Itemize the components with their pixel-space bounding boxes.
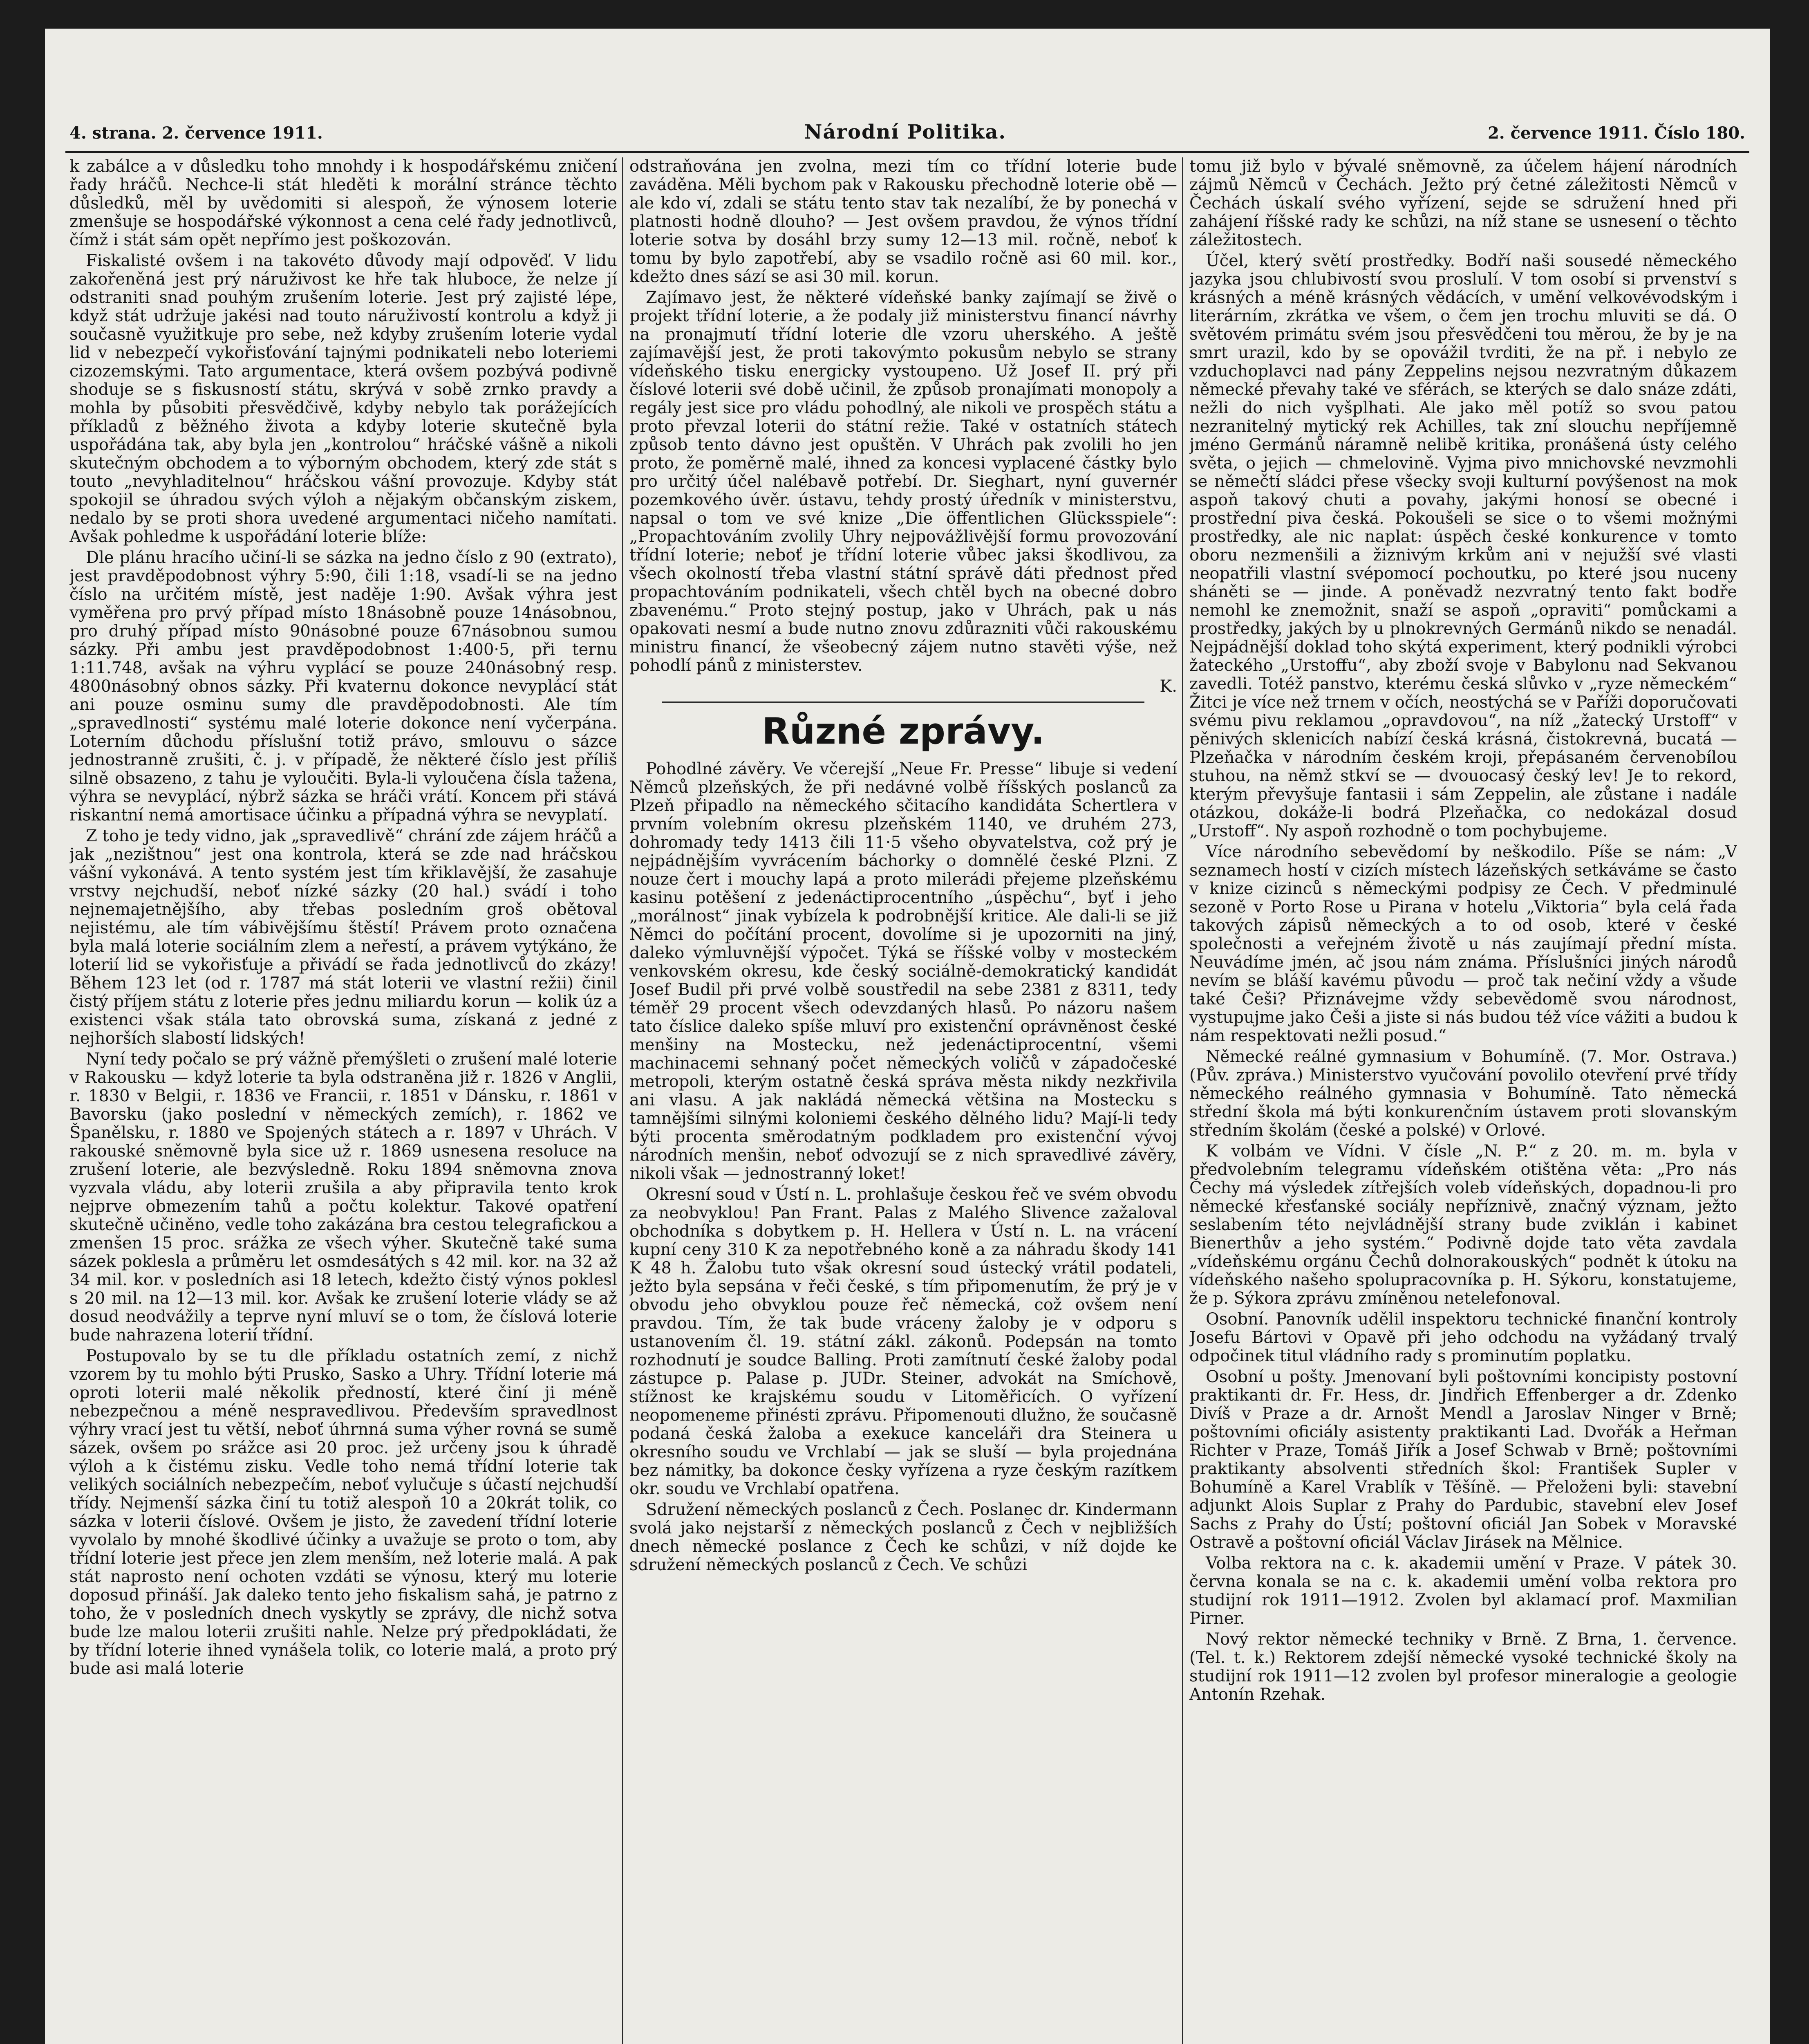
paragraph: Zajímavo jest, že některé vídeňské banky zajímají se živě o projekt třídní loterie, a že podaly již ministerstvu financí návrhy na pronajmutí třídní loterie dle vzoru uherského. A ještě zajímavější jest, že proti takovýmto pokusům nebylo se strany vídeňského tisku energicky vystoupeno. Už Josef II. prý při číslové loterii své době učinil, že způsob pronajímati monopoly a regály jest sice pro vládu pohodlný, ale nikoli ve prospěch státu a proto převzal loterii do státní režie. Také v ostatních státech způsob tento dávno jest opuštěn. V Uhrách pak zvolili ho jen proto, že poměrně malé, ihned za koncesi vyplacené částky bylo pro určitý účel nalébavě potřebí. Dr. Sieghart, nyní guvernér pozemkového úvěr. ústavu, tehdy prostý úředník v ministerstvu, napsal o tom ve své knize „Die öffentlichen Glücksspiele“: „Propachtováním zvolily Uhry nejpovážlivější formu provozování třídní loterie; neboť je třídní loterie vůbec jaksi škodlivou, za všech okolností třeba vlastní státní správě dáti přednost před propachtováním podnikateli, všech chtěl bych na obecné dobro zbavenému.“ Proto stejný postup, jako v Uhrách, pak u nás opakovati nesmí a bude nutno znovu zdůrazniti vůči rakouskému ministru financí, že všeobecný zájem nutno stavěti výše, než pohodlí pánů z ministerstev.	[629, 288, 1177, 675]
news-item: Sdružení německých poslanců z Čech. Poslanec dr. Kindermann svolá jako nejstarší z německých poslanců z Čech v nejbližších dnech německé poslance z Čech ke schůzi, v níž dojde ke sdružení německých poslanců z Čech. Ve schůzi	[629, 1500, 1177, 1574]
news-item: Více národního sebevědomí by neškodilo. Píše se nám: „V seznamech hostí v cizích místech lázeňských setkáváme se často v knize cizinců s německými podpisy ze Čech. V předminulé sezoně v Porto Rose u Pirana v hotelu „Viktoria“ byla celá řada takových zápisů německých a to od osob, které v české společnosti a veřejném životě u nás zaujímají přední místa. Neuvádíme jmén, ač jsou nám známa. Příslušníci jiných národů nevím se bláší kavému původu — proč tak nečiní vždy a všude také Češi? Přiznávejme vždy sebevědomě svou národnost, vystupujme jako Češi a jiste si nás budou též více vážiti a budou k nám respektovati nežli posud.“	[1189, 843, 1737, 1045]
header-rule	[65, 151, 1749, 153]
news-item: Osobní u pošty. Jmenovaní byli poštovními koncipisty postovní praktikanti dr. Fr. Hess, dr. Jindřich Effenberger a dr. Zdenko Divíš v Praze a dr. Arnošt Mendl a Jaroslav Ninger v Brně; poštovními oficiály asistenty praktikanti Lad. Dvořák a Heřman Richter v Praze, Tomáš Jiřík a Josef Schwab v Brně; poštovními praktikanty absolventi středních škol: František Supler v Bohumíně a Karel Vrablík v Těšíně. — Přeloženi byli: stavební adjunkt Alois Suplar z Prahy do Pardubic, stavební elev Josef Sachs z Prahy do Ústí; poštovní oficiál Jan Sobek v Moravské Ostravě a poštovní oficiál Václav Jirásek na Mělnice.	[1189, 1367, 1737, 1552]
issue-date-number: 2. července 1911. Číslo 180.	[1487, 123, 1745, 143]
paragraph: Postupovalo by se tu dle příkladu ostatních zemí, z nichž vzorem by tu mohlo býti Prusko, Sasko a Uhry. Třídní loterie má oproti loterii malé několik předností, které činí ji méně nebezpečnou a méně nespravedlivou. Především spravedlnost výhry vrací jest tu větší, neboť úhrnná suma výher rovná se sumě sázek, ovšem po srážce asi 20 proc. jež určeny jsou k úhradě výloh a k čistému zisku. Vedle toho nemá třídní loterie tak velikých sociálních nebezpečím, neboť vylučuje s účastí nejchudší třídy. Nejmenší sázka činí tu totiž alespoň 10 a 20krát tolik, co sázka v loterii číslové. Ovšem je jisto, že zavedení třídní loterie vyvolalo by mnohé škodlivé účinky a uvažuje se proto o tom, aby třídní loterie jest přece jen zlem menším, než loterie malá. A pak stát naprosto není ochoten vzdáti se výnosu, který mu loterie doposud přináší. Jak daleko tento jeho fiskalism sahá, je patrno z toho, že v posledních dnech vyskytly se zprávy, dle nichž sotva bude lze malou loterii zrušiti nahle. Nelze prý předpokládati, že by třídní loterie ihned vynášela tolik, co loterie malá, a proto prý bude asi malá loterie	[69, 1347, 617, 1678]
masthead	[69, 121, 1745, 145]
paragraph: odstraňována jen zvolna, mezi tím co třídní loterie bude zaváděna. Měli bychom pak v Rakousku přechodně loterie obě — ale kdo ví, zdali se státu tento stav tak nezalíbí, že by ponechá v platnosti hodně dlouho? — Jest ovšem pravdou, že výnos třídní loterie sotva by dosáhl brzy sumy 12—13 mil. ročně, neboť k tomu by bylo zapotřebí, aby se vsadilo ročně asi 60 mil. kor., kdežto dnes sází se asi 30 mil. korun.	[629, 157, 1177, 286]
column-3	[1189, 157, 1737, 2044]
column-rule	[622, 157, 623, 2044]
news-item: Účel, který světí prostředky. Bodří naši sousedé německého jazyka jsou chlubivostí svou proslulí. V tom osobí si prvenství s krásných a méně krásných vědácích, v umění velkovévodským i literárním, zkrátka ve všem, o čem jen trochu mluviti se dá. O světovém primátu svém jsou přesvědčeni tou měrou, že by je na smrt urazil, kdo by se opovážil tvrditi, že na př. i nebylo ze vzduchoplavci nad pány Zeppelins nejsou nezvratným důkazem německé převahy také ve sférách, se kterých se dalo snáze zdáti, nežli do nich vyšplhati. Ale jako měl potíž so svou patou nezranitelný mytický rek Achilles, tak zní slouchu nepříjemně jméno Germánů náramně nelibě kritika, pronášená ústy celého světa, o jejich — chmelovině. Vyjma pivo mnichovské nevzmohli se němečtí sládci přese všecky svoji kulturní povýšenost na mok aspoň takový chuti a povahy, jakými honosí se obecné i prostřední piva česká. Pokoušeli se sice o to všemi možnými prostředky, ale nic naplat: úspěch české konkurence v tomto oboru nezmenšili a žiznivým krkům ani v nejužší své vlasti neopatřili vlastní svépomocí pochoutku, po které jsou nuceny sháněti se — jinde. A poněvadž nezvratný tento fakt bodře nemohl ke znemožnit, snaží se aspoň „opraviti“ pomůckami a prostředky, jakých by u plnokrevných Germánů nikdo se nenadál. Nejpádnější doklad toho skýtá experiment, který podnikli výrobci žateckého „Urstoffu“, aby zboží svoje v Babylonu nad Sekvanou zavedli. Totéž panstvo, kterému česká slůvko v „ryze německém“ Žitci je více než trnem v očích, neostýchá se v Paříži doporučovati svému pivu reklamou „opravdovou“, na níž „žatecký Urstoff“ v pěnivých sklenicích nabízí česká krásná, čistokrevná, bucatá — Plzeňačka v národním českém kroji, přepásaném červenobílou stuhou, na němž stkví se — dvouocasý český lev! Je to rekord, kterým převyšuje fantasii i sám Zeppelin, ale zůstane i nadále otázkou, dokáže-li bodrá Plzeňačka, co nedokázal dosud „Urstoff“. Ny aspoň rozhodně o tom pochybujeme.	[1189, 251, 1737, 840]
column-rule	[1182, 157, 1183, 2044]
newspaper-page	[45, 29, 1770, 2044]
paragraph: Dle plánu hracího učiní-li se sázka na jedno číslo z 90 (extrato), jest pravděpodobnost výhry 5:90, čili 1:18, vsadí-li se na jedno číslo na určitém místě, jest naděje 1:90. Avšak výhra jest vyměřena pro prvý případ místo 18násobně pouze 14násobnou, pro druhý případ místo 90násobné pouze 67násobnou sumou sázky. Při ambu jest pravděpodobnost 1:400·5, při ternu 1:11.748, avšak na výhru vyplácí se pouze 240násobný resp. 4800násobný obnos sázky. Při kvaternu dokonce nevyplácí stát ani pouze osminu sumy dle pravděpodobnosti. Ale tím „spravedlnosti“ systému malé loterie dokonce není vyčerpána. Loterním důchodu příslušní totiž právo, smlouvu o sázce jednostranně zrušiti, č. j. v případě, že některé číslo jest příliš silně obsazeno, z tahu je vyloučiti. Byla-li vyloučena čísla tažena, výhra se nevyplácí, nýbrž sázka se hráči vrátí. Koncem při stává riskantní nemá amortisace účinku a případná výhra se nevyplatí.	[69, 548, 617, 825]
page-number-date: 4. strana. 2. července 1911.	[69, 123, 323, 143]
news-item: Německé reálné gymnasium v Bohumíně. (7. Mor. Ostrava.) (Pův. zpráva.) Ministerstvo vyučování povolilo otevření prvé třídy německého reálného gymnasia v Bohumíně. Tato německá střední škola má býti konkurenčním ústavem proti slovanským středním školám (české a polské) v Orlové.	[1189, 1047, 1737, 1140]
news-item: Pohodlné závěry. Ve včerejší „Neue Fr. Presse“ libuje si vedení Němců plzeňských, že při nedávné volbě říšských poslanců za Plzeň připadlo na německého sčitacího kandidáta Schertlera v prvním volebním okresu plzeňském 1140, ve druhém 273, dohromady tedy 1413 čili 11·5 všeho obyvatelstva, což prý je nejpádnějším vyvrácením báchorky o domnělé české Plzni. Z nouze čert i mouchy lapá a proto milerádi přejeme plzeňskému kasinu potěšení z jedenáctiprocentního „úspěchu“, byť i jeho „morálnost“ jinak vybízela k podrobnější kritice. Ale dali-li se již Němci do počítání procent, dovolíme si je upozorniti na jiný, daleko výmluvnější výpočet. Týká se říšské volby v mosteckém venkovském okresu, kde český sociálně-demokratický kandidát Josef Budil při prvé volbě soustředil na sebe 2381 z 8311, tedy téměř 29 procent všech odevzdaných hlasů. Po názoru našem tato číslice daleko spíše mluví pro existenční oprávněnost české menšiny na Mostecku, než jedenáctiprocentní, všemi machinacemi sehnaný počet německých voličů v západočeské metropoli, kterým ostatně česká správa města nikdy nezkřivila ani vlasu. A jak nakládá německá většina na Mostecku s tamnějšími silnými koloniemi českého dělného lidu? Mají-li tedy býti procenta směrodatným podkladem pro existenční vývoj národních menšin, neboť odvozují se z nich spravedlivé závěry, nikoli však — jednostranný loket!	[629, 760, 1177, 1183]
section-heading: Různé zprávy.	[762, 710, 1045, 752]
newspaper-title: Národní Politika.	[804, 121, 1007, 143]
news-item: Volba rektora na c. k. akademii umění v Praze. V pátek 30. června konala se na c. k. akademii umění volba rektora pro studijní rok 1911—1912. Zvolen byl aklamací prof. Maxmilian Pirner.	[1189, 1554, 1737, 1628]
section-divider	[662, 702, 1144, 703]
news-item: Osobní. Panovník udělil inspektoru technické finanční kontroly Josefu Bártovi v Opavě při jeho odchodu na vyžádaný trvalý odpočinek titul vládního rady s prominutím poplatku.	[1189, 1310, 1737, 1365]
author-signature: K.	[1160, 677, 1177, 696]
paragraph: Nyní tedy počalo se prý vážně přemýšleti o zrušení malé loterie v Rakousku — když loterie ta byla odstraněna již r. 1826 v Anglii, r. 1830 v Belgii, r. 1836 ve Francii, r. 1851 v Dánsku, r. 1861 v Bavorsku (jako poslední v německých zemích), r. 1862 ve Španělsku, r. 1880 ve Spojených státech a r. 1897 v Uhrách. V rakouské sněmovně byla sice už r. 1869 usnesena resoluce na zrušení loterie, ale bezvýsledně. Roku 1894 sněmovna znova vyzvala vládu, aby loterii zrušila a aby připravila tento krok nejprve obmezením tahů a počtu kolektur. Takové opatření skutečně učiněno, vedle toho zakázána bra cestou telegrafickou a zmenšen 15 proc. srážka ze všech výher. Skutečně také suma sázek poklesla a průměru let osmdesátých s 42 mil. kor. na 32 až 34 mil. kor. v posledních asi 18 letech, kdežto čistý výnos poklesl s 20 mil. na 12—13 mil. kor. Avšak ke zrušení loterie vlády se až dosud neodvážily a teprve nyní mluví se o tom, že číslová loterie bude nahrazena loterií třídní.	[69, 1050, 617, 1345]
news-item: Nový rektor německé techniky v Brně. Z Brna, 1. července. (Tel. t. k.) Rektorem zdejší německé vysoké technické školy na studijní rok 1911—12 zvolen byl profesor mineralogie a geologie Antonín Rzehak.	[1189, 1630, 1737, 1704]
column-2	[629, 157, 1177, 2044]
news-item: K volbám ve Vídni. V čísle „N. P.“ z 20. m. m. byla v předvolebním telegramu vídeňském otištěna věta: „Pro nás Čechy má výsledek zítřejších voleb vídeňských, dopadnou-li pro německé křesťanské sociály nepříznivě, značný význam, ježto seslabením této nejvládnější strany bude zviklán i kabinet Bienerthův a jeho systém.“ Podivně dojde tato věta zavdala „vídeňskému orgánu Čechů dolnorakouských“ podnět k útoku na vídeňského našeho spolupracovníka p. H. Sýkoru, konstatujeme, že p. Sýkora zprávu zmíněnou netelefonoval.	[1189, 1142, 1737, 1308]
news-item: tomu již bylo v bývalé sněmovně, za účelem hájení národních zájmů Němců v Čechách. Ježto prý četné záležitosti Němců v Čechách úskalí svého vyřízení, sejde se sdružení hned při zahájení říšské rady ke schůzi, na níž stane se usnesení o těchto záležitostech.	[1189, 157, 1737, 249]
news-item: Okresní soud v Ústí n. L. prohlašuje českou řeč ve svém obvodu za neobvyklou! Pan Frant. Palas z Malého Slivence zažaloval obchodníka s dobytkem p. H. Hellera v Ústí n. L. na vrácení kupní ceny 310 K za nepotřebného koně a za náhradu škody 141 K 48 h. Žalobu tuto však okresní soud ústecký vrátil podateli, ježto byla sepsána v řeči české, s tím připomenutím, že prý je v obvodu jeho obvyklou pouze řeč německá, což ovšem není pravdou. Tím, že tak bude vráceny žaloby je v odporu s ustanovením čl. 19. státní zákl. zákonů. Podepsán na tomto rozhodnutí je soudce Balling. Proti zamítnutí české žaloby podal zástupce p. Palase p. JUDr. Steiner, advokát na Smíchově, stížnost ke krajskému soudu v Litoměřicích. O vyřízení neopomeneme přinésti zprávu. Připomenouti dlužno, že současně podaná česká žaloba a exekuce kanceláři dra Steinera u okresního soudu ve Vrchlabí — jak se sluší — byla projednána bez námitky, ba dokonce česky vyřízena a ryze českým razítkem okr. soudu ve Vrchlabí opatřena.	[629, 1185, 1177, 1498]
column-1	[69, 157, 617, 2044]
paragraph: Z toho je tedy vidno, jak „spravedlivě“ chrání zde zájem hráčů a jak „nezištnou“ jest ona kontrola, která se zde nad hráčskou vášní vykonává. A tento systém jest tím křiklavější, že zasahuje vrstvy nejchudší, neboť nízké sázky (20 hal.) svádí i toho nejnemajetnějšího, aby třebas posledním groš obětoval nejistému, ale tím vábivějšímu štěstí! Právem proto označena byla malá loterie sociálním zlem a neřestí, a právem vytýkáno, že loterií lid se vykořisťuje a přivádí se řada jednotlivců do zkázy! Během 123 let (od r. 1787 má stát loterii ve vlastní režii) činil čistý příjem státu z loterie přes jednu miliardu korun — kolik úz a existenci však stála tato obrovská suma, získaná z jedné z nejhorších slabostí lidských!	[69, 827, 617, 1048]
paragraph: k zabálce a v důsledku toho mnohdy i k hospodářskému zničení řady hráčů. Nechce-li stát hleděti k morální stránce těchto důsledků, měl by uvědomiti si alespoň, že výnosem loterie zmenšuje se hospodářské výkonnost a cena celé řady jednotlivců, čímž i stát sám opět nepřímo jest poškozován.	[69, 157, 617, 249]
paragraph: Fiskalisté ovšem i na takovéto důvody mají odpověď. V lidu zakořeněná jest prý náruživost ke hře tak hluboce, že nelze jí odstraniti snad pouhým zrušením loterie. Jest prý zajisté lépe, když stát udržuje jakési nad touto náruživostí kontrolu a když ji současně využitkuje pro sebe, než kdyby zrušením loterie vydal lid v nebezpečí vykořisťování tajnými podnikateli nebo loteriemi cizozemskými. Tato argumentace, která ovšem pozbývá podivně shoduje se s fiskusností státu, skrývá v sobě zrnko pravdy a mohla by působiti přesvědčivě, kdyby nebylo tak porážejících příkladů z běžného života a kdyby loterie skutečně byla uspořádána tak, aby byla jen „kontrolou“ hráčské vášně a nikoli skutečným obchodem a to výborným obchodem, který zde stát s touto „nevyhladitelnou“ hráčskou vášní provozuje. Kdyby stát spokojil se úhradou svých výloh a nějakým občanským ziskem, nedalo by se proti shora uvedené argumentaci ničeho namítati. Avšak pohledme k uspořádání loterie blíže:	[69, 251, 617, 546]
